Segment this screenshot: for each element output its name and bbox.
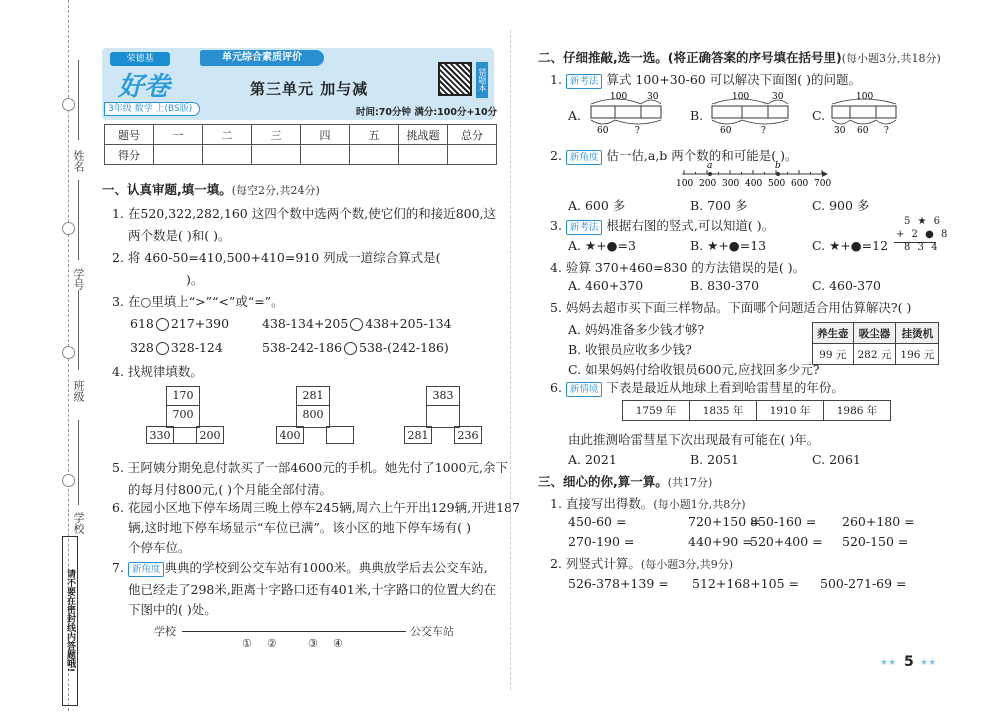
compare-circle[interactable]	[156, 318, 169, 331]
calc-item: 720+150 =	[688, 514, 761, 529]
new-method-badge: 新考法	[566, 74, 603, 89]
calc-item: 520+400 =	[750, 534, 823, 549]
cell: 四	[301, 125, 350, 145]
number-line	[672, 160, 832, 190]
banner: 单元综合素质评价	[200, 50, 324, 66]
question-text: 根据右图的竖式,可以知道( )。	[606, 218, 775, 233]
school-label: 学校	[72, 512, 85, 534]
calc-2-heading	[550, 554, 733, 572]
calc-item: 450-60 =	[568, 514, 627, 529]
score-input[interactable]	[154, 145, 203, 165]
road-mark: ②	[267, 637, 277, 650]
bar-diagram-b	[706, 90, 796, 134]
bar-diagram-c	[826, 90, 912, 134]
road-end-label: 公交车站	[410, 625, 454, 638]
cell: 1835 年	[690, 401, 757, 421]
price-table	[812, 322, 939, 365]
new-context-badge: 新情境	[566, 382, 603, 397]
cell: 二	[203, 125, 252, 145]
score-table	[104, 124, 497, 165]
diagram-label: 30	[647, 92, 659, 102]
compare-circle[interactable]	[156, 342, 169, 355]
score-row-values	[105, 145, 497, 165]
column-divider	[510, 30, 511, 690]
time-info: 时间:70分钟 满分:100分+10分	[356, 107, 498, 118]
pyramid-top: 383	[426, 386, 460, 406]
cell: 1986 年	[824, 401, 891, 421]
pyramid-left: 281	[404, 426, 432, 444]
calc-1-heading	[550, 494, 745, 512]
pyramid-left: 400	[276, 426, 304, 444]
section-note: (每空2分,共24分)	[231, 184, 320, 197]
compare-left: 618	[130, 316, 154, 331]
calc-note: (每小题1分,共8分)	[653, 498, 746, 511]
cell: 99 元	[813, 344, 854, 365]
q2-1: 1. 新考法 算式 100+30-60 可以解决下面图( )的问题。	[550, 72, 861, 87]
class-label: 班级	[72, 380, 85, 402]
score-input[interactable]	[448, 145, 497, 165]
option-a[interactable]: A. ★+●=3	[568, 238, 636, 253]
tick-label: 200	[699, 179, 717, 189]
tick-label: 500	[768, 179, 786, 189]
pyramid-right-blank[interactable]	[326, 426, 354, 444]
question-6-line2: 辆,这时地下停车场显示“车位已满”。该小区的地下停车场有( )	[128, 520, 471, 535]
pyramid-left: 330	[146, 426, 174, 444]
qr-code-icon	[438, 62, 472, 96]
question-5-line1: 5. 王阿姨分期免息付款买了一部4600元的手机。她先付了1000元,余下	[112, 460, 508, 475]
price-header-row	[813, 323, 939, 344]
option-c-label[interactable]: C.	[812, 108, 826, 123]
diagram-label: 100	[610, 92, 628, 102]
question-text: 算式 100+30-60 可以解决下面图( )的问题。	[606, 72, 861, 87]
score-row-header	[105, 125, 497, 145]
cell: 一	[154, 125, 203, 145]
diagram-label: ?	[884, 126, 889, 134]
student-no-label: 学号	[72, 268, 85, 290]
compare-circle[interactable]	[344, 342, 357, 355]
bar-diagram-a	[585, 90, 675, 134]
q2-3: 3. 新考法 根据右图的竖式,可以知道( )。	[550, 218, 775, 233]
point-a-label: a	[707, 161, 713, 171]
question-number: 7.	[112, 560, 124, 575]
cell: 282 元	[853, 344, 896, 365]
option-b[interactable]: B. 830-370	[690, 278, 760, 293]
section-title: 二、仔细推敲,选一选。(将正确答案的序号填在括号里)	[538, 50, 842, 65]
calc-item: 850-160 =	[750, 514, 817, 529]
q2-6-followup: 由此推测哈雷彗星下次出现最有可能在( )年。	[568, 432, 820, 447]
diagram-label: ?	[635, 126, 640, 134]
question-text: 下表是最近从地球上看到哈雷彗星的年份。	[606, 380, 844, 395]
question-7-line1	[112, 558, 488, 577]
calc-title: 1. 直接写出得数。	[550, 496, 654, 511]
vertical-calc-item: 526-378+139 =	[568, 576, 669, 591]
score-input[interactable]	[301, 145, 350, 165]
new-method-badge: 新考法	[566, 220, 603, 235]
seal-dot	[62, 346, 75, 359]
option-a[interactable]: A. 妈妈准备多少钱才够?	[568, 322, 705, 337]
tick-label: 600	[791, 179, 809, 189]
score-input[interactable]	[203, 145, 252, 165]
cell: 1910 年	[757, 401, 824, 421]
calc-title: 2. 列竖式计算。	[550, 556, 641, 571]
compare-right: 438+205-134	[365, 316, 452, 331]
point-b	[776, 172, 780, 176]
compare-row	[130, 340, 223, 355]
option-a[interactable]: A. 460+370	[568, 278, 644, 293]
section-note: (每小题3分,共18分)	[841, 52, 941, 65]
section-title: 三、细心的你,算一算。	[538, 474, 668, 489]
cell: 得分	[105, 145, 154, 165]
new-angle-badge: 新角度	[566, 150, 603, 165]
class-line	[78, 290, 79, 370]
cell: 1759 年	[623, 401, 690, 421]
price-value-row	[813, 344, 939, 365]
cell: 吸尘器	[853, 323, 896, 344]
pyramid-top: 281	[296, 386, 330, 406]
cell: 挂烫机	[896, 323, 939, 344]
compare-left: 328	[130, 340, 154, 355]
question-1-line2: 两个数是( )和( )。	[128, 228, 231, 243]
option-b[interactable]: B. 700 多	[690, 198, 748, 213]
diagram-label: 100	[856, 92, 874, 102]
question-7-line3: 下图中的( )处。	[128, 602, 217, 617]
diagram-label: 60	[857, 126, 869, 134]
calc-note: (每小题3分,共9分)	[640, 558, 733, 571]
question-6-line1: 6. 花园小区地下停车场周三晚上停车245辆,周六上午开出129辆,开进187	[112, 500, 520, 515]
grade-label: 3年级 数学 上(BS版)	[104, 102, 200, 116]
brand-label: 荣德基	[110, 52, 170, 66]
question-text: 典典的学校到公交车站有1000米。典典放学后去公交车站,	[164, 560, 488, 575]
vertical-calc-item: 500-271-69 =	[820, 576, 907, 591]
vertical-line-3: 8 3 4	[904, 242, 940, 253]
calc-item: 270-190 =	[568, 534, 635, 549]
section-3-heading	[538, 472, 712, 490]
option-c[interactable]: C. 2061	[812, 452, 861, 467]
diagram-label: 60	[597, 126, 609, 134]
pyramid-right: 200	[196, 426, 224, 444]
option-c[interactable]: C. 900 多	[812, 198, 870, 213]
page-number: 5	[904, 654, 914, 670]
years-row	[623, 401, 891, 421]
option-a[interactable]: A. 600 多	[568, 198, 626, 213]
question-1-line1: 1. 在520,322,282,160 这四个数中选两个数,使它们的和接近800,这	[112, 206, 497, 221]
road-start-label: 学校	[154, 625, 176, 638]
compare-circle[interactable]	[350, 318, 363, 331]
tick-label: 400	[745, 179, 763, 189]
pyramid-top: 170	[166, 386, 200, 406]
road-mark: ④	[333, 637, 343, 650]
section-2-heading	[538, 48, 941, 66]
seal-notice: 请不要在密封线内答题哦!	[62, 536, 78, 706]
diagram-label: 60	[720, 126, 732, 134]
q2-4: 4. 验算 370+460=830 的方法错误的是( )。	[550, 260, 806, 275]
q2-6: 6. 新情境 下表是最近从地球上看到哈雷彗星的年份。	[550, 380, 844, 395]
option-c[interactable]: C. ★+●=12	[812, 238, 889, 253]
calc-item: 520-150 =	[842, 534, 909, 549]
calc-item: 260+180 =	[842, 514, 915, 529]
question-6-line3: 个停车位。	[128, 540, 191, 555]
tick-label: 300	[722, 179, 740, 189]
question-2-line1: 2. 将 460-50=410,500+410=910 列成一道综合算式是(	[112, 250, 441, 265]
point-b-label: b	[775, 161, 781, 171]
option-b[interactable]: B. ★+●=13	[690, 238, 767, 253]
diagram-label: 30	[834, 126, 846, 134]
option-c[interactable]: C. 如果妈妈付给收银员600元,应找回多少元?	[568, 362, 820, 377]
vertical-line-1: 5 ★ 6	[904, 216, 943, 227]
road-line	[182, 631, 406, 632]
years-table	[622, 400, 891, 421]
school-line	[78, 420, 79, 505]
star-decoration-icon: ★★	[880, 658, 897, 668]
student-no-line	[78, 180, 79, 260]
logo: 好卷	[118, 72, 171, 102]
road-mark: ③	[308, 637, 318, 650]
section-title: 一、认真审题,填一填。	[102, 182, 232, 197]
compare-row	[262, 340, 449, 355]
cell: 五	[350, 125, 399, 145]
compare-left: 538-242-186	[262, 340, 343, 355]
calc-item: 440+90 =	[688, 534, 753, 549]
cell: 196 元	[896, 344, 939, 365]
compare-row	[262, 316, 452, 331]
diagram-label: 100	[732, 92, 750, 102]
compare-left: 438-134+205	[262, 316, 349, 331]
compare-row	[130, 316, 229, 331]
tick-label: 700	[814, 179, 832, 189]
compare-right: 328-124	[170, 340, 223, 355]
seal-dot	[62, 98, 75, 111]
score-input[interactable]	[350, 145, 399, 165]
option-a[interactable]: A. 2021	[568, 452, 617, 467]
diagram-label: ?	[761, 126, 766, 134]
compare-right: 217+390	[170, 316, 230, 331]
road-mark: ①	[242, 637, 252, 650]
cell: 总分	[448, 125, 497, 145]
cell: 养生壶	[813, 323, 854, 344]
wrongbook-tag: 错题本	[476, 62, 488, 98]
option-b-label[interactable]: B.	[690, 108, 704, 123]
question-3: 3. 在○里填上“>”“<”或“=”。	[112, 294, 284, 309]
question-2-line2: )。	[186, 272, 204, 287]
option-b[interactable]: B. 2051	[690, 452, 739, 467]
seal-dot	[62, 474, 75, 487]
score-input[interactable]	[399, 145, 448, 165]
question-text: 估一估,a,b 两个数的和可能是( )。	[606, 148, 798, 163]
option-a-label[interactable]: A.	[568, 108, 582, 123]
cell: 挑战题	[399, 125, 448, 145]
vertical-line-2: + 2 ● 8	[896, 229, 950, 240]
cell: 三	[252, 125, 301, 145]
page-title: 第三单元 加与减	[250, 80, 369, 98]
new-angle-badge: 新角度	[128, 562, 165, 577]
point-a	[708, 172, 712, 176]
star-decoration-icon: ★★	[920, 658, 937, 668]
section-note: (共17分)	[667, 476, 713, 489]
vertical-calc-item: 512+168+105 =	[692, 576, 799, 591]
pyramid-right: 236	[454, 426, 482, 444]
compare-right: 538-(242-186)	[359, 340, 449, 355]
question-4: 4. 找规律填数。	[112, 364, 203, 379]
seal-dot	[62, 222, 75, 235]
score-input[interactable]	[252, 145, 301, 165]
pyramid-mid: 800	[296, 406, 330, 428]
tick-label: 100	[676, 179, 694, 189]
diagram-label: 30	[772, 92, 784, 102]
pyramid-mid: 700	[166, 406, 200, 428]
option-b[interactable]: B. 收银员应收多少钱?	[568, 342, 692, 357]
question-5-line2: 的每月付800元,( )个月能全部付清。	[128, 482, 333, 497]
section-1-heading	[102, 180, 320, 198]
name-line	[78, 60, 79, 140]
option-c[interactable]: C. 460-370	[812, 278, 882, 293]
name-label: 姓名	[72, 150, 85, 172]
q2-5: 5. 妈妈去超市买下面三样物品。下面哪个问题适合用估算解决?( )	[550, 300, 912, 315]
cell: 题号	[105, 125, 154, 145]
pyramid-mid-blank[interactable]	[426, 406, 460, 428]
question-7-line2: 他已经走了298米,距离十字路口还有401米,十字路口的位置大约在	[128, 582, 497, 597]
q2-2: 2. 新角度 估一估,a,b 两个数的和可能是( )。	[550, 148, 798, 163]
